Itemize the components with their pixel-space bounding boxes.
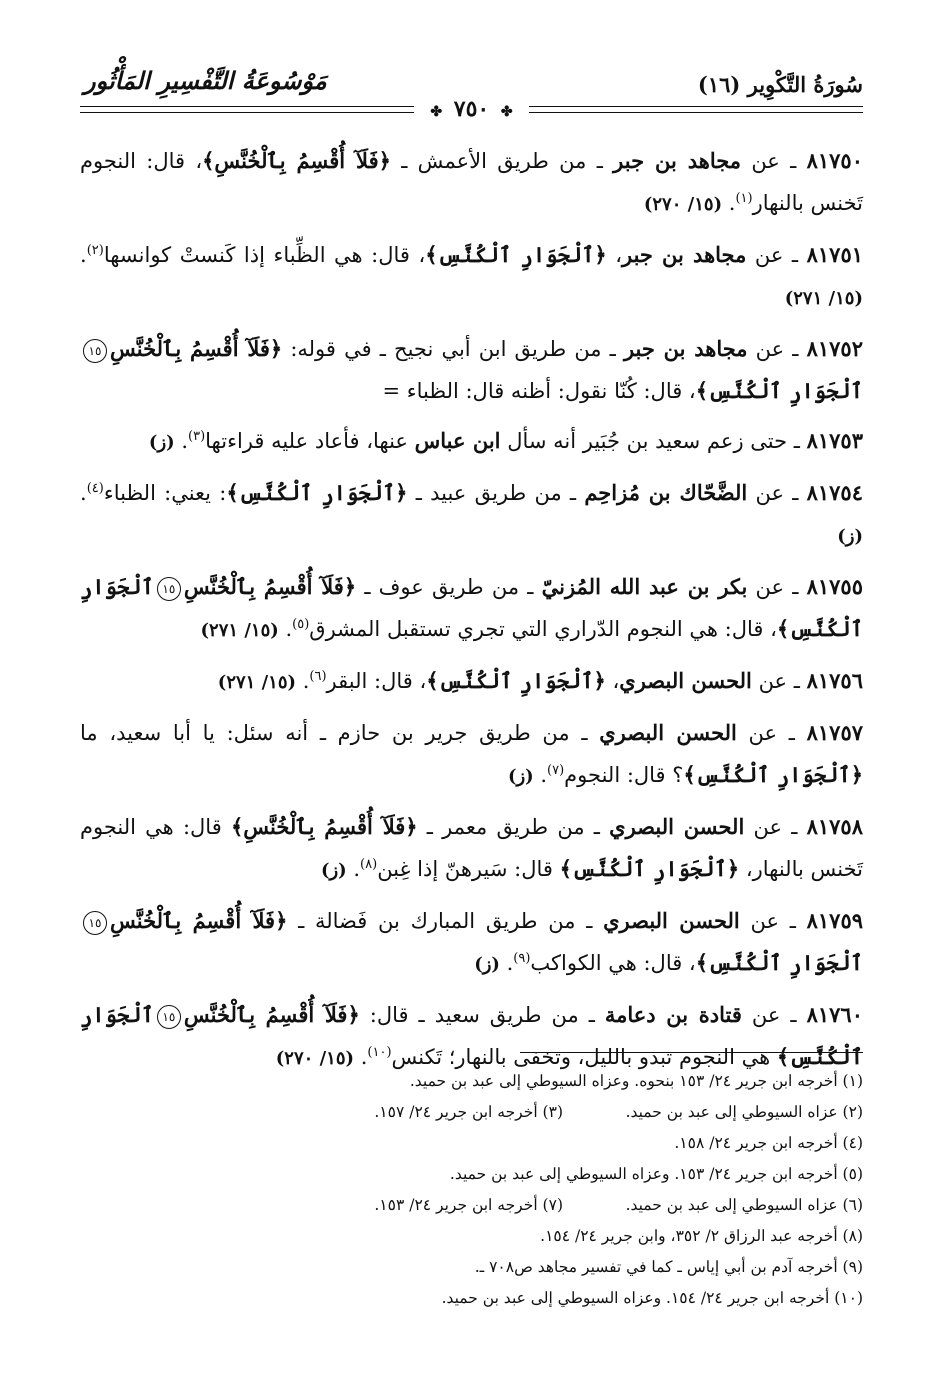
narration-text: ـ من طريق عوف ـ: [356, 575, 542, 599]
book-title: مَوْسُوعَةُ التَّفْسِيرِ المَأْثُور: [84, 66, 327, 95]
footnote: (١) أخرجه ابن جرير ٢٤/ ١٥٣ بنحوه. وعزاه السيوطي إلى عبد بن حميد.: [409, 1072, 863, 1090]
footnote: (٣) أخرجه ابن جرير ٢٤/ ١٥٧.: [374, 1103, 563, 1121]
footnote: (٢) عزاه السيوطي إلى عبد بن حميد.: [625, 1103, 863, 1121]
footnote-marker: (٨): [360, 857, 378, 872]
footnote-line: [80, 1283, 863, 1314]
narration-text: .: [80, 243, 87, 267]
footnote-marker: (١٠): [367, 1045, 392, 1060]
narration-text: ـ عن: [736, 721, 807, 745]
narration-text: .: [346, 857, 361, 881]
narration-text: .: [278, 617, 293, 641]
narration-text: ـ عن: [741, 1003, 807, 1027]
quran-quote: ﴿ٱلْجَوَارِ ٱلْكُنَّسِ﴾: [426, 668, 606, 693]
narrator-name: مجاهد بن جبر: [623, 336, 748, 361]
footnote-line: [80, 1097, 863, 1128]
narration-text: ـ عن: [746, 243, 807, 267]
footnote: (٨) أخرجه عبد الرزاق ٢/ ٣٥٢، وابن جرير ٢٤/ ١٥٤.: [540, 1227, 863, 1245]
quran-quote: ٱلْجَوَارِ ٱلْكُنَّسِ﴾: [695, 950, 863, 975]
narration-text: .: [499, 951, 514, 975]
narration-text: .: [533, 763, 548, 787]
footnote-line: [80, 1128, 863, 1159]
narration-entry: [80, 806, 863, 892]
narration-number: ٨١٧٥٤: [806, 480, 863, 505]
narrator-name: مجاهد بن جبر: [613, 148, 742, 173]
footnote: (٦) عزاه السيوطي إلى عبد بن حميد.: [625, 1196, 863, 1214]
quran-quote: ﴿فَلَآ أُقْسِمُ بِٱلْخُنَّسِ: [110, 908, 288, 933]
narration-number: ٨١٧٥٦: [806, 668, 863, 693]
narration-text: .: [722, 191, 736, 215]
narration-text: : يعني: الظباء: [103, 481, 227, 505]
quran-quote: ٱلْجَوَارِ ٱلْكُنَّسِ﴾: [80, 574, 863, 641]
page-number-wrap: [0, 96, 943, 122]
footnote-line: [80, 1066, 863, 1097]
narration-text: ـ عن: [747, 337, 807, 361]
narration-entry: [80, 900, 863, 986]
narrator-name: بكر بن عبد الله المُزنيّ: [541, 574, 748, 599]
narrator-name: الحسن البصري: [599, 720, 737, 745]
footnote-marker: (١): [735, 191, 753, 206]
footnote: (٩) أخرجه آدم بن أبي إياس ـ كما في تفسير مجاهد ص٧٠٨ ـ.: [474, 1258, 863, 1276]
narrations-body: [80, 140, 863, 1088]
footnote-line: [80, 1190, 863, 1221]
narration-text: .: [80, 481, 87, 505]
narration-text: ـ من طريق عبيد ـ: [407, 481, 585, 505]
narration-text: ، قال: كُنّا نقول: أظنه قال: الظباء =: [382, 379, 696, 403]
footnote-marker: (٤): [86, 481, 104, 496]
narrator-name: الحسن البصري: [619, 668, 752, 693]
quran-quote: ﴿ٱلْجَوَارِ ٱلْكُنَّسِ﴾: [226, 480, 408, 505]
volume-reference: (١٥/ ٢٧٠): [275, 1048, 355, 1069]
surah-header: سُورَةُ التَّكْوِير (١٦): [697, 72, 863, 97]
narration-text: قال: هي النجوم تَخنس بالنهار،: [80, 815, 863, 881]
footnote: (٤) أخرجه ابن جرير ٢٤/ ١٥٨.: [674, 1134, 863, 1152]
narration-text: .: [354, 1045, 368, 1069]
source-siglum: (ز): [837, 526, 863, 547]
ayah-number-icon: ١٥: [83, 339, 107, 363]
narration-number: ٨١٧٥٣: [806, 428, 863, 453]
narration-text: ـ عن: [747, 481, 807, 505]
narration-text: ، قال: هي الكواكب: [530, 951, 696, 975]
ornament-right-icon: ✤: [500, 104, 513, 120]
footnote-line: [80, 1221, 863, 1252]
volume-reference: (١٥/ ٢٧١): [784, 288, 863, 309]
narration-entry: [80, 234, 863, 320]
ayah-number-icon: ١٥: [157, 577, 181, 601]
quran-quote: ﴿ٱلْجَوَارِ ٱلْكُنَّسِ﴾: [559, 856, 740, 881]
narration-text: ـ عن: [744, 815, 807, 839]
footnote-marker: (٧): [547, 763, 565, 778]
footnote: (٧) أخرجه ابن جرير ٢٤/ ١٥٣.: [374, 1196, 563, 1214]
narration-text: ،: [605, 669, 620, 693]
footnotes: [80, 1066, 863, 1314]
footnote-line: [80, 1159, 863, 1190]
quran-quote: ﴿ٱلْجَوَارِ ٱلْكُنَّسِ﴾: [425, 242, 607, 267]
narration-number: ٨١٧٥٧: [806, 720, 864, 745]
quran-quote: ﴿فَلَآ أُقْسِمُ بِٱلْخُنَّسِ: [183, 574, 357, 599]
narration-text: ـ من طريق سعيد ـ قال:: [359, 1003, 605, 1027]
quran-quote: ﴿ٱلْجَوَارِ ٱلْكُنَّسِ﴾: [683, 762, 863, 787]
narration-text: ؟ قال: النجوم: [564, 763, 684, 787]
volume-reference: (١٥/ ٢٧١): [217, 672, 297, 693]
source-siglum: (ز): [474, 954, 500, 975]
narration-number: ٨١٧٥٢: [806, 336, 863, 361]
narration-number: ٨١٧٦٠: [806, 1002, 863, 1027]
ornament-left-icon: ✤: [430, 104, 443, 120]
narration-text: هي النجوم تبدو بالليل، وتخفى بالنهار؛ تَكنس: [391, 1045, 777, 1069]
narration-text: ـ من طريق الأعمش ـ: [390, 149, 614, 173]
narration-entry: [80, 566, 863, 652]
quran-quote: ٱلْجَوَارِ ٱلْكُنَّسِ﴾: [695, 378, 863, 403]
footnote-rule: [520, 1052, 863, 1053]
footnote-marker: (٣): [188, 429, 206, 444]
narrator-name: مجاهد بن جبر: [621, 242, 747, 267]
footnote-line: [80, 1252, 863, 1283]
narration-entry: [80, 472, 863, 558]
footnote: (١٠) أخرجه ابن جرير ٢٤/ ١٥٤. وعزاه السيوطي إلى عبد بن حميد.: [441, 1289, 863, 1307]
footnote-marker: (٥): [292, 617, 310, 632]
narrator-name: ابن عباس: [414, 428, 501, 453]
narrator-name: الضَّحّاك بن مُزاحِم: [584, 480, 748, 505]
narration-text: ـ عن: [751, 669, 807, 693]
narration-text: ـ من طريق معمر ـ: [417, 815, 610, 839]
narration-text: ـ عن: [747, 575, 807, 599]
narration-text: ، قال: هي الظِّباء إذا كَنستْ كوانسها: [103, 243, 426, 267]
quran-quote: ﴿فَلَآ أُقْسِمُ بِٱلْخُنَّسِ: [183, 1002, 360, 1027]
narration-text: .: [296, 669, 310, 693]
narration-number: ٨١٧٥١: [806, 242, 864, 267]
footnote-marker: (٩): [513, 951, 531, 966]
narration-text: ،: [606, 243, 622, 267]
page-number: ٧٥٠: [453, 96, 490, 122]
narration-text: ـ من طريق ابن أبي نجيح ـ في قوله:: [282, 337, 624, 361]
narration-number: ٨١٧٥٠: [806, 148, 863, 173]
narration-number: ٨١٧٥٩: [806, 908, 864, 933]
narration-entry: [80, 140, 863, 226]
ayah-number-icon: ١٥: [157, 1005, 181, 1029]
narration-text: ـ من طريق المبارك بن فَضالة ـ: [287, 909, 604, 933]
narration-text: ، قال: هي النجوم الدّراري التي تجري تستقبل المشرق: [309, 617, 777, 641]
narration-text: ، قال: البقر: [326, 669, 427, 693]
quran-quote: ٱلْجَوَارِ ٱلْكُنَّسِ﴾: [80, 1002, 863, 1069]
volume-reference: (١٥/ ٢٧١): [200, 620, 279, 641]
narration-text: ـ من طريق جرير بن حازم ـ أنه سئل: يا أبا سعيد، ما: [80, 721, 600, 745]
narration-entry: [80, 660, 863, 704]
page-number-box: [414, 96, 528, 122]
narrator-name: الحسن البصري: [603, 908, 740, 933]
narrator-name: قتادة بن دعامة: [604, 1002, 742, 1027]
quran-quote: ﴿فَلَآ أُقْسِمُ بِٱلْخُنَّسِ﴾: [230, 814, 418, 839]
source-siglum: (ز): [320, 860, 347, 881]
narration-entry: [80, 328, 863, 412]
quran-quote: ﴿فَلَآ أُقْسِمُ بِٱلْخُنَّسِ: [110, 336, 283, 361]
narration-text: ـ عن: [739, 909, 807, 933]
source-siglum: (ز): [148, 432, 175, 453]
narration-text: عنها، فأعاد عليه قراءتها: [205, 429, 415, 453]
narration-number: ٨١٧٥٨: [806, 814, 863, 839]
footnote: (٥) أخرجه ابن جرير ٢٤/ ١٥٣. وعزاه السيوطي إلى عبد بن حميد.: [449, 1165, 863, 1183]
narration-number: ٨١٧٥٥: [806, 574, 863, 599]
narration-text: ـ حتى زعم سعيد بن جُبَير أنه سأل: [500, 429, 807, 453]
narration-text: ـ عن: [741, 149, 807, 173]
narration-text: .: [174, 429, 189, 453]
ayah-number-icon: ١٥: [83, 911, 107, 935]
narrator-name: الحسن البصري: [609, 814, 745, 839]
source-siglum: (ز): [507, 766, 534, 787]
volume-reference: (١٥/ ٢٧٠): [643, 194, 723, 215]
quran-quote: ﴿فَلَآ أُقْسِمُ بِٱلْخُنَّسِ﴾: [202, 148, 391, 173]
footnote-marker: (٦): [309, 669, 327, 684]
narration-entry: [80, 712, 863, 798]
narration-text: قال: سَيرهنّ إذا غِبن: [377, 857, 560, 881]
narration-text: ، قال: النجوم تَخنس بالنهار: [80, 149, 863, 215]
narration-entry: [80, 420, 863, 464]
footnote-marker: (٢): [86, 243, 104, 258]
